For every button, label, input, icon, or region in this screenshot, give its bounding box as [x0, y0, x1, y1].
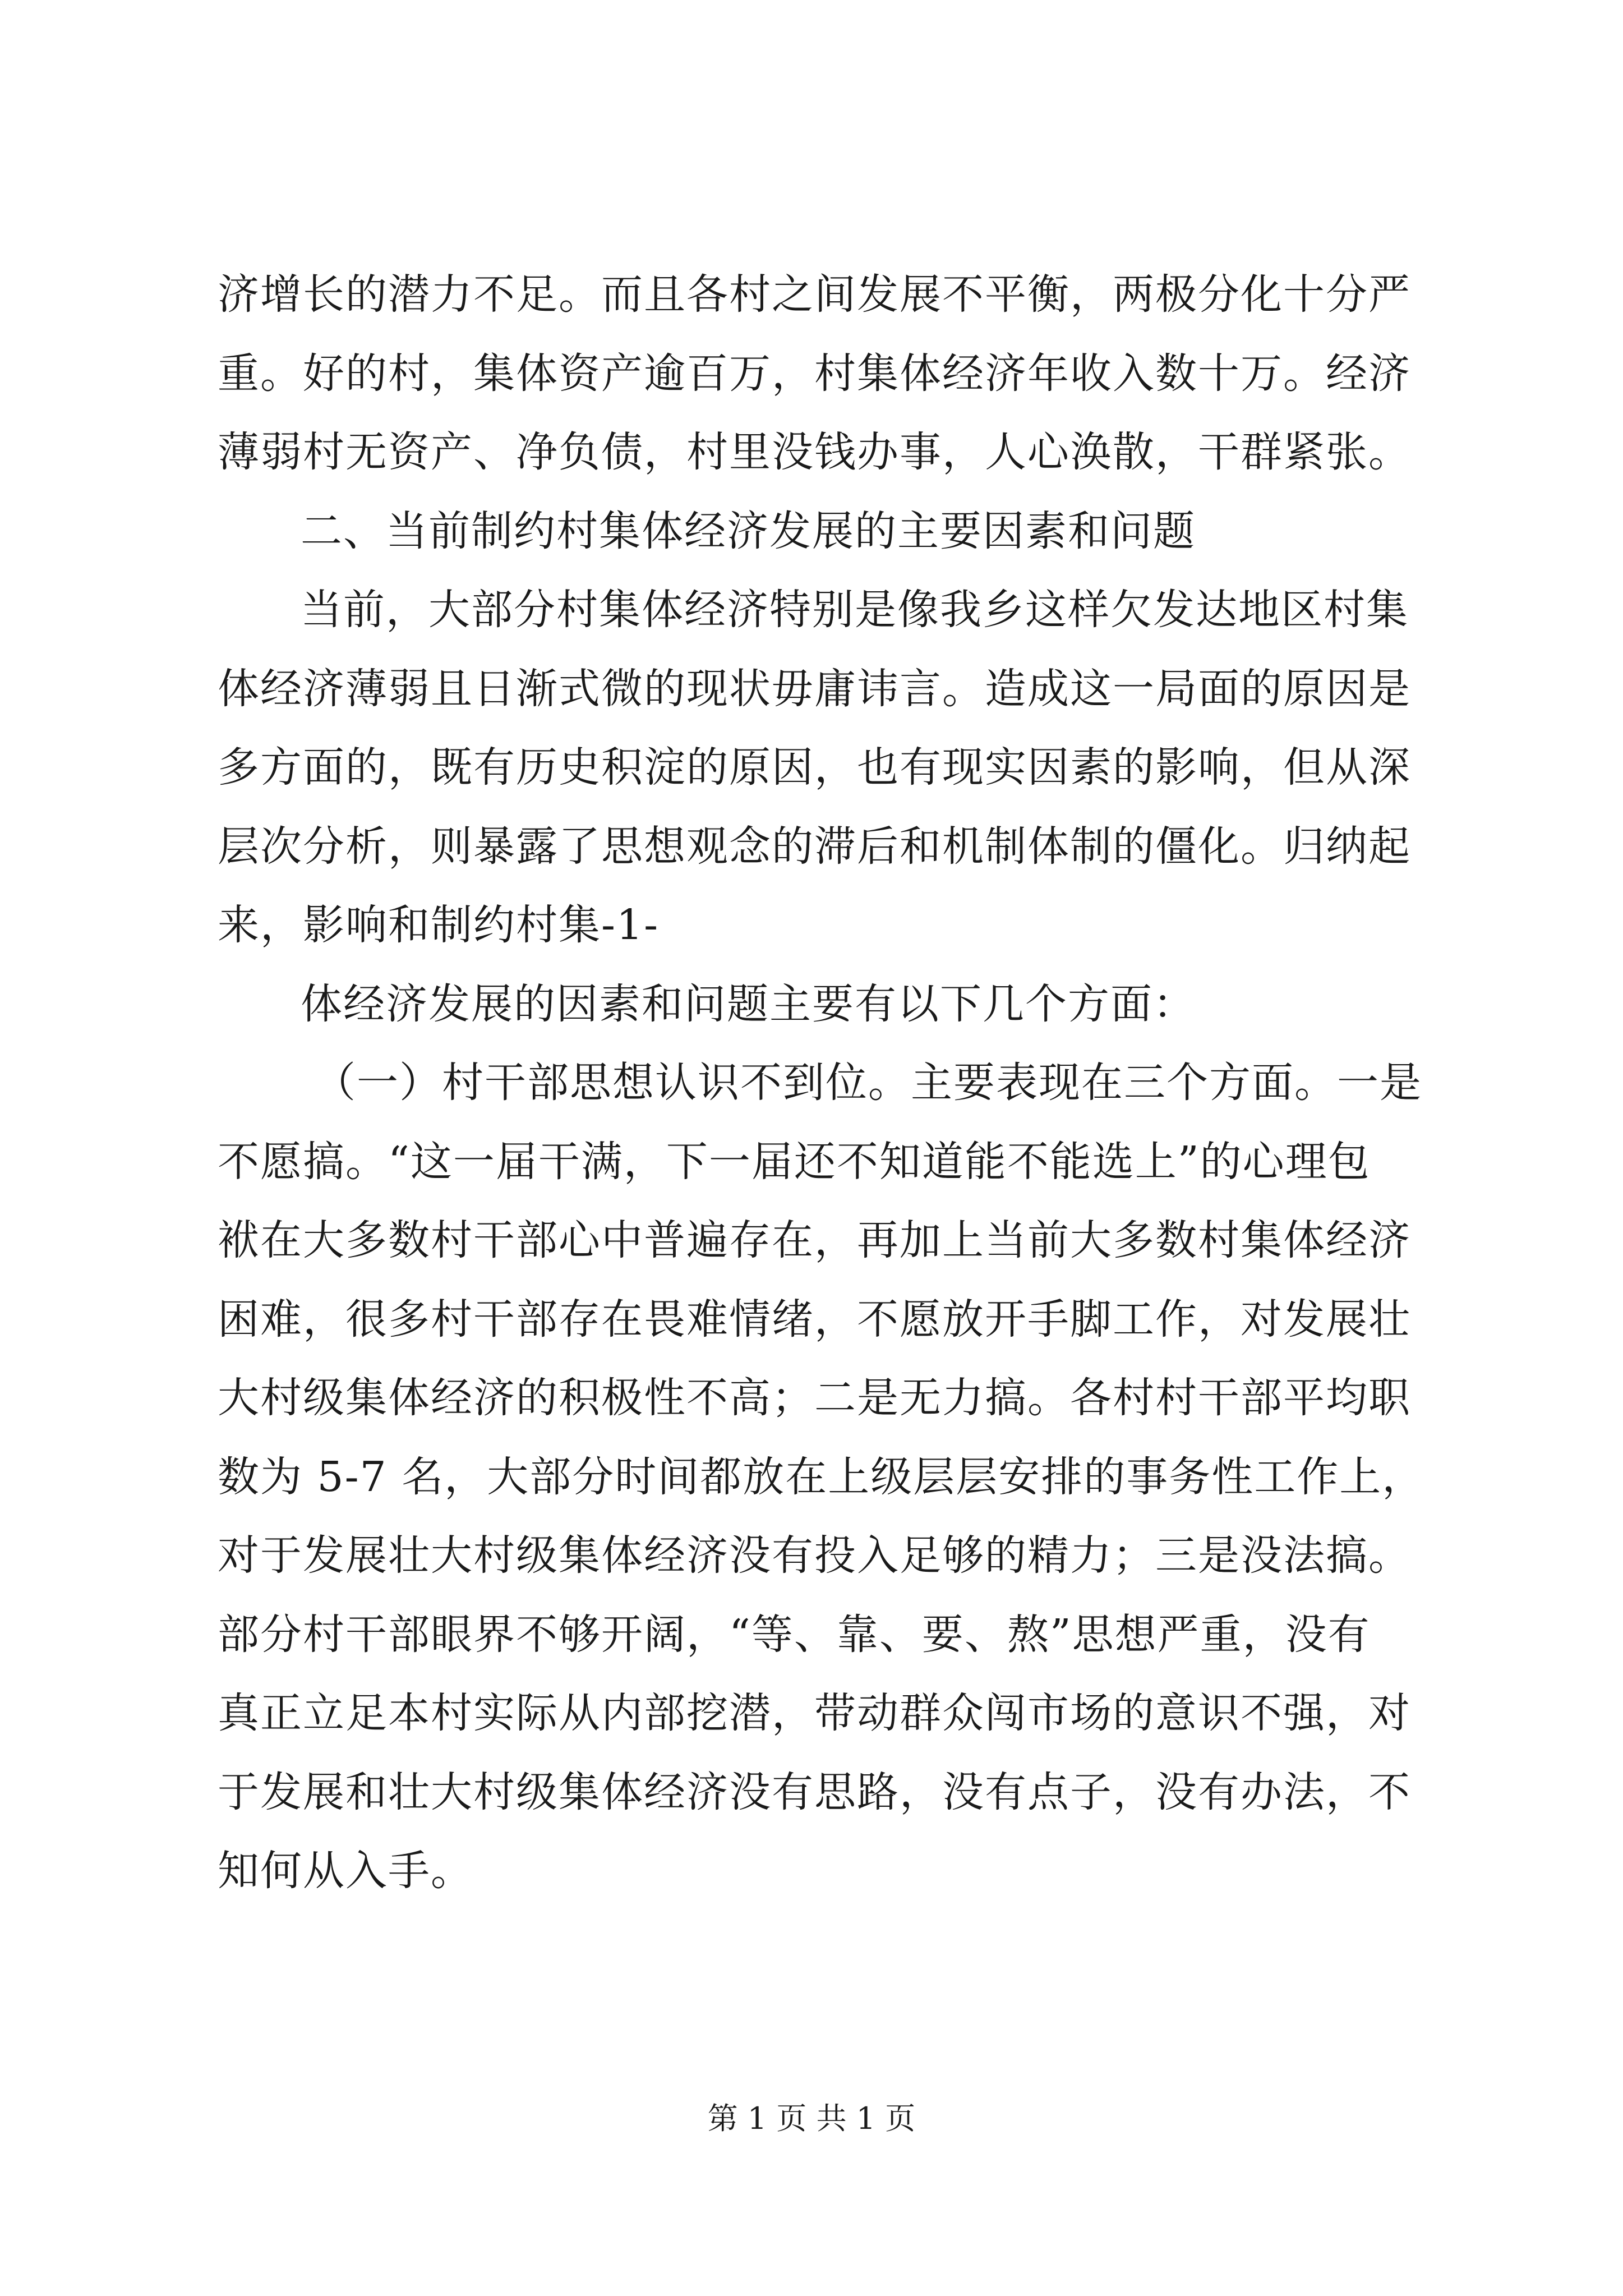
body-line: 当前，大部分村集体经济特别是像我乡这样欠发达地区村集: [301, 586, 1409, 634]
body-line: 体经济发展的因素和问题主要有以下几个方面：: [301, 979, 1196, 1028]
body-line: 重。好的村，集体资产逾百万，村集体经济年收入数十万。经济: [218, 349, 1411, 398]
body-line: 于发展和壮大村级集体经济没有思路，没有点子，没有办法，不: [218, 1768, 1411, 1816]
subsection-heading: （一）村干部思想认识不到位。主要表现在三个方面。一是: [314, 1059, 1422, 1107]
body-line: 不愿搞。“这一届干满，下一届还不知道能不能选上”的心理包: [218, 1137, 1371, 1186]
body-line: 知何从入手。: [218, 1847, 473, 1895]
body-line: 体经济薄弱且日渐式微的现状毋庸讳言。造成这一局面的原因是: [218, 664, 1411, 713]
body-line: 数为 5-7 名，大部分时间都放在上级层层安排的事务性工作上，: [218, 1452, 1425, 1501]
body-line: 来，影响和制约村集-1-: [218, 901, 660, 949]
body-line: 对于发展壮大村级集体经济没有投入足够的精力；三是没法搞。: [218, 1531, 1411, 1580]
body-line: 部分村干部眼界不够开阔，“等、靠、要、熬”思想严重，没有: [218, 1610, 1371, 1659]
body-line: 薄弱村无资产、净负债，村里没钱办事，人心涣散，干群紧张。: [218, 428, 1411, 476]
body-line: 济增长的潜力不足。而且各村之间发展不平衡，两极分化十分严: [218, 270, 1411, 319]
body-line: 大村级集体经济的积极性不高；二是无力搞。各村村干部平均职: [218, 1374, 1411, 1422]
section-heading: 二、当前制约村集体经济发展的主要因素和问题: [301, 507, 1196, 555]
body-line: 多方面的，既有历史积淀的原因，也有现实因素的影响，但从深: [218, 743, 1411, 792]
body-line: 袱在大多数村干部心中普遍存在，再加上当前大多数村集体经济: [218, 1216, 1411, 1264]
page-number-footer: 第 1 页 共 1 页: [707, 2101, 916, 2136]
body-line: 真正立足本村实际从内部挖潜，带动群众闯市场的意识不强，对: [218, 1689, 1411, 1737]
document-body: [218, 255, 1425, 1911]
body-line: 层次分析，则暴露了思想观念的滞后和机制体制的僵化。归纳起: [218, 822, 1411, 871]
body-line: 困难，很多村干部存在畏难情绪，不愿放开手脚工作，对发展壮: [218, 1295, 1411, 1343]
